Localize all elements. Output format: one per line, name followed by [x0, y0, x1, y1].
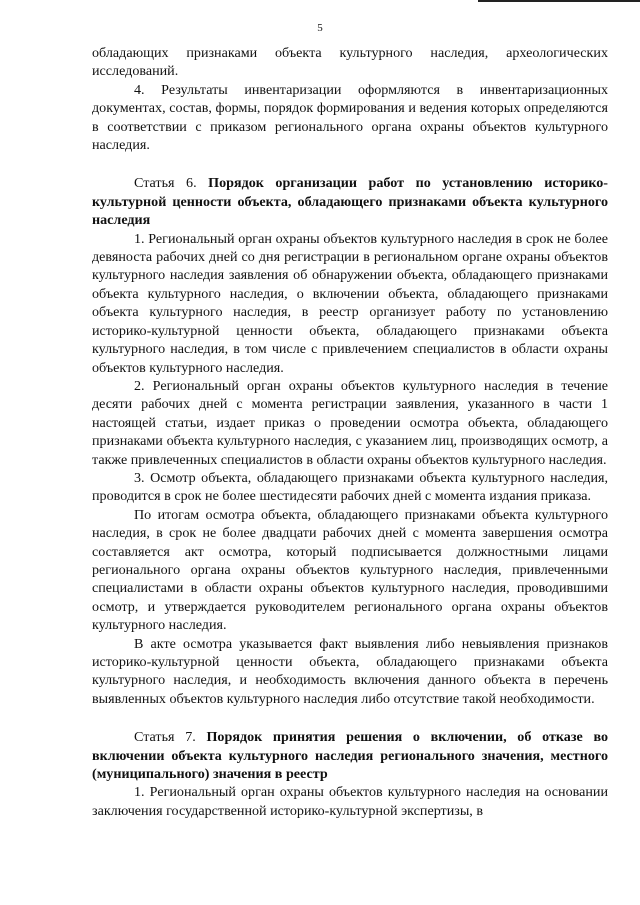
article-6-paragraph: 1. Региональный орган охраны объектов культурного наследия в срок не более девяноста рабочих дней со дня регистрации в региональном органе охраны объектов культурного наследия заявления об обнаружении объекта, обладающего признаками объекта культурного наследия, о включении объекта, обладающего признаками объекта культурного наследия, в реестр организует работу по установлению историко-культурной ценности объекта, обладающего признаками объекта культурного наследия, в том числе с привлечением специалистов в области охраны объектов культурного наследия. [92, 230, 608, 376]
article-6-title: Порядок организации работ по установлению историко-культурной ценности объекта, обладающего признаками объекта культурного наследия [92, 175, 609, 229]
top-rule [478, 0, 640, 2]
article-6-paragraph: В акте осмотра указывается факт выявления либо невыявления признаков историко-культурной ценности объекта, обладающего признаками объекта культурного наследия, и необходимость включения данного объекта в перечень выявленных объектов культурного наследия либо отсутствие такой необходимости. [92, 635, 608, 707]
article-7-paragraph: 1. Региональный орган охраны объектов культурного наследия на основании заключения государственной историко-культурной экспертизы, в [92, 784, 608, 819]
paragraph-item-4: 4. Результаты инвентаризации оформляются в инвентаризационных документах, состав, формы, порядок формирования и ведения которых определяются в соответствии с приказом регионального органа охраны объектов культурного наследия. [92, 81, 608, 154]
article-6-paragraph: По итогам осмотра объекта, обладающего признаками объекта культурного наследия, в срок не более двадцати рабочих дней с момента завершения осмотра составляется акт осмотра, который подписывается должностными лицами регионального органа охраны объектов культурного наследия, привлеченными специалистами в области охраны объектов культурного наследия, проводившими осмотр, и утверждается руководителем регионального органа охраны объектов культурного наследия. [92, 506, 608, 634]
article-7-prefix: Статья 7. [134, 729, 207, 746]
article-7-heading [92, 728, 608, 783]
article-6-prefix: Статья 6. [134, 175, 209, 192]
page-number: 5 [317, 22, 323, 34]
article-6-paragraph: 3. Осмотр объекта, обладающего признаками объекта культурного наследия, проводится в срок не более шестидесяти рабочих дней с момента издания приказа. [92, 469, 608, 505]
paragraph-continuation: обладающих признаками объекта культурного наследия, археологических исследований. [92, 45, 608, 80]
article-6-heading [92, 174, 608, 229]
article-7-title: Порядок принятия решения о включении, об отказе во включении объекта культурного наследия регионального значения, местного (муниципального) значения в реестр [92, 729, 609, 783]
document-body [92, 44, 608, 820]
article-6-paragraph: 2. Региональный орган охраны объектов культурного наследия в течение десяти рабочих дней с момента регистрации заявления, указанного в части 1 настоящей статьи, издает приказ о проведении осмотра объекта, обладающего признаками объекта культурного наследия, с указанием лиц, производящих осмотр, а также привлеченных специалистов в области охраны объектов культурного наследия. [92, 377, 608, 468]
